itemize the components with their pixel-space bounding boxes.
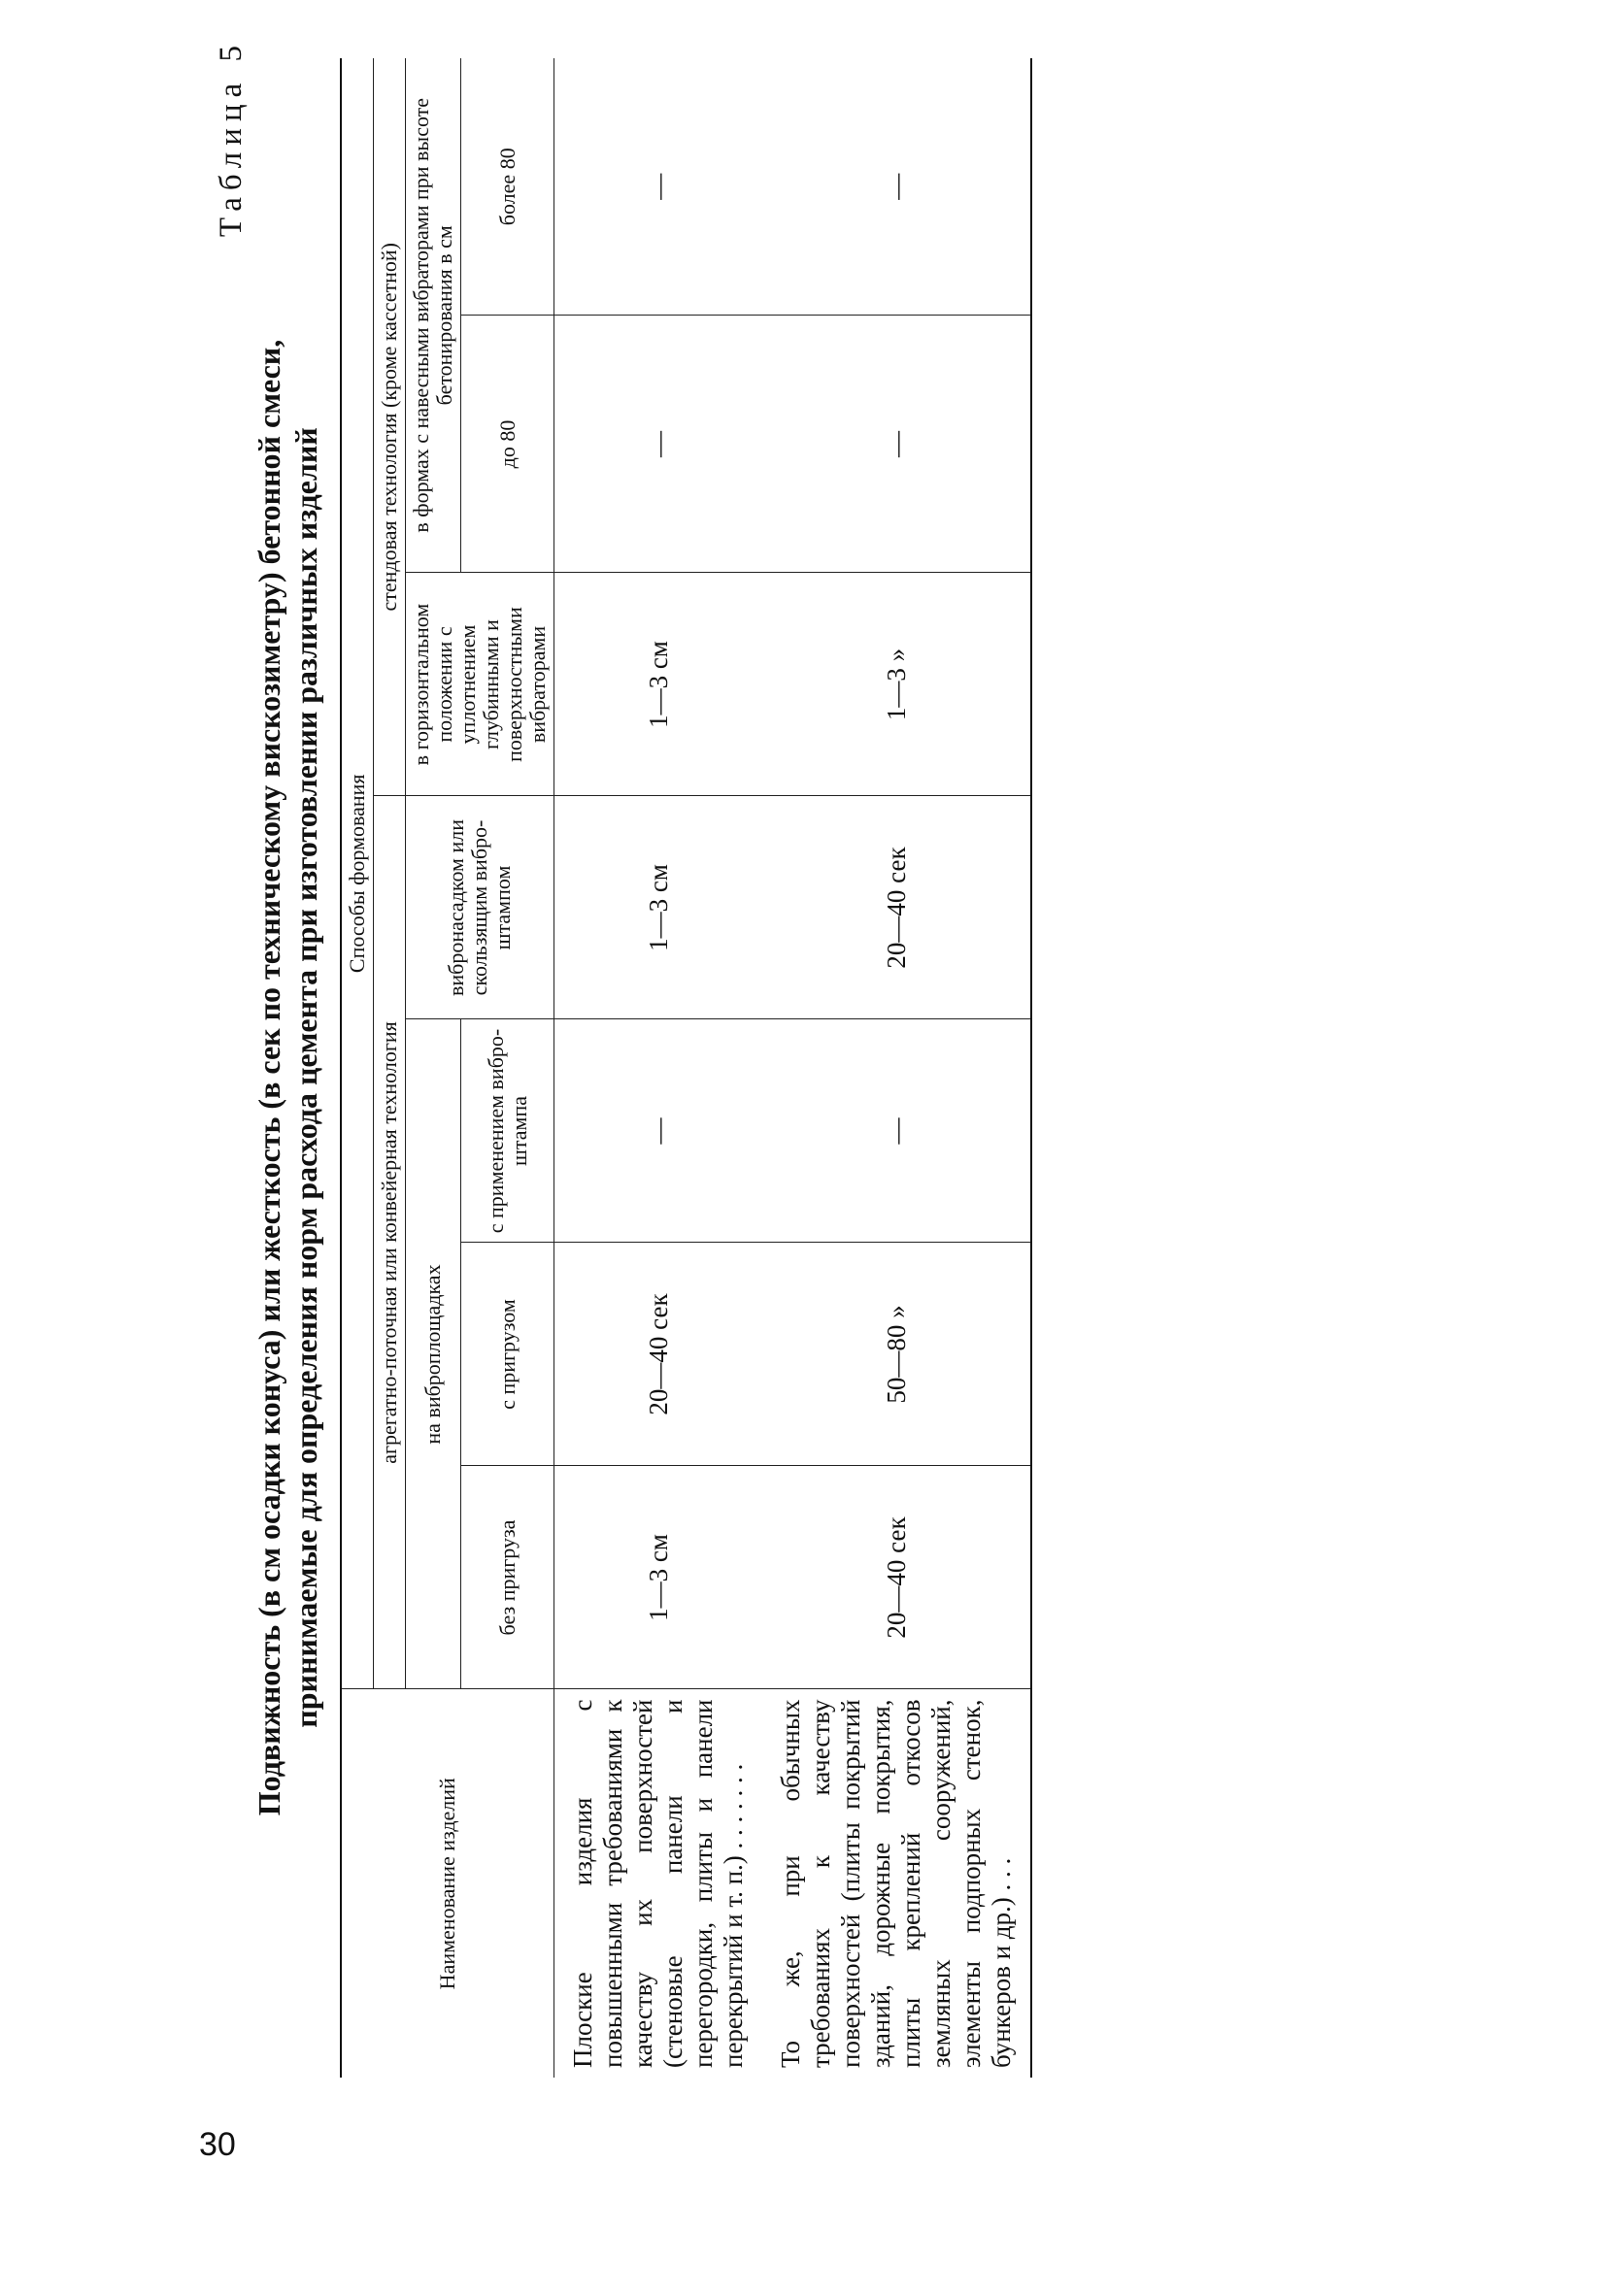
row-1-up-to-80: — (554, 316, 763, 573)
title-line-2: принимаемые для определения норм расхода цемента при изготовлении различных изделий (288, 427, 323, 1728)
title-line-1: Подвижность (в см осадки конуса) или жесткость (в сек по техническому вискозиметру) бетонной смеси, (252, 339, 286, 1816)
header-aggregate-conveyor: агрегатно-поточная или конвейерная технология (374, 796, 406, 1689)
header-with-weight: с пригрузом (461, 1243, 554, 1466)
row-1-no-weight: 1—3 см (554, 1466, 763, 1689)
row-2-over-80: — (762, 58, 1031, 316)
header-up-to-80: до 80 (461, 316, 554, 573)
row-1-with-vibrostamp: — (554, 1019, 763, 1243)
header-no-weight: без пригруза (461, 1466, 554, 1689)
header-on-vibroplatforms: на виброплощадках (406, 1019, 461, 1689)
table-title (251, 19, 324, 2136)
row-2-name: То же, при обычных требованиях к качеству поверхностей (плиты покрытий зданий, дорожные покрытия, плиты креплений откосов земляных сооружений, элементы подпорных стенок, бункеров и др.) . . . (762, 1689, 1031, 2078)
header-with-vibrostamp: с применением вибро-штампа (461, 1019, 554, 1243)
row-1-vibro-attachment: 1—3 см (554, 796, 763, 1019)
row-1-name: Плоские изделия с повышенными требованиями к качеству их поверхностей (стеновые панели и перегородки, плиты и панели перекрытий и т. п.) . . . . . . . (554, 1689, 763, 2078)
row-2-no-weight: 20—40 сек (762, 1466, 1031, 1689)
table-row (762, 58, 1031, 2078)
header-vibro-attachment: вибронасадком или скользящим вибро-штампом (406, 796, 554, 1019)
row-2-with-weight: 50—80 » (762, 1243, 1031, 1466)
row-2-horizontal: 1—3 » (762, 573, 1031, 796)
data-table (340, 58, 1032, 2078)
rotated-table-page (204, 19, 1408, 2136)
table-row (554, 58, 763, 2078)
header-stand-tech: стендовая технология (кроме кассетной) (374, 58, 406, 796)
header-in-forms: в формах с навесными вибраторами при высоте бетонирования в см (406, 58, 461, 573)
row-2-with-vibrostamp: — (762, 1019, 1031, 1243)
header-forming-methods: Способы формования (341, 58, 374, 1689)
row-1-with-weight: 20—40 сек (554, 1243, 763, 1466)
header-product-name: Наименование изделий (341, 1689, 554, 2078)
row-2-up-to-80: — (762, 316, 1031, 573)
row-1-over-80: — (554, 58, 763, 316)
row-1-horizontal: 1—3 см (554, 573, 763, 796)
table-label: Таблица 5 (214, 39, 249, 238)
header-over-80: более 80 (461, 58, 554, 316)
header-horizontal: в горизонтальном положении с уплотнением глубинными и поверхностными вибраторами (406, 573, 554, 796)
page-number: 30 (199, 2126, 236, 2163)
row-2-vibro-attachment: 20—40 сек (762, 796, 1031, 1019)
